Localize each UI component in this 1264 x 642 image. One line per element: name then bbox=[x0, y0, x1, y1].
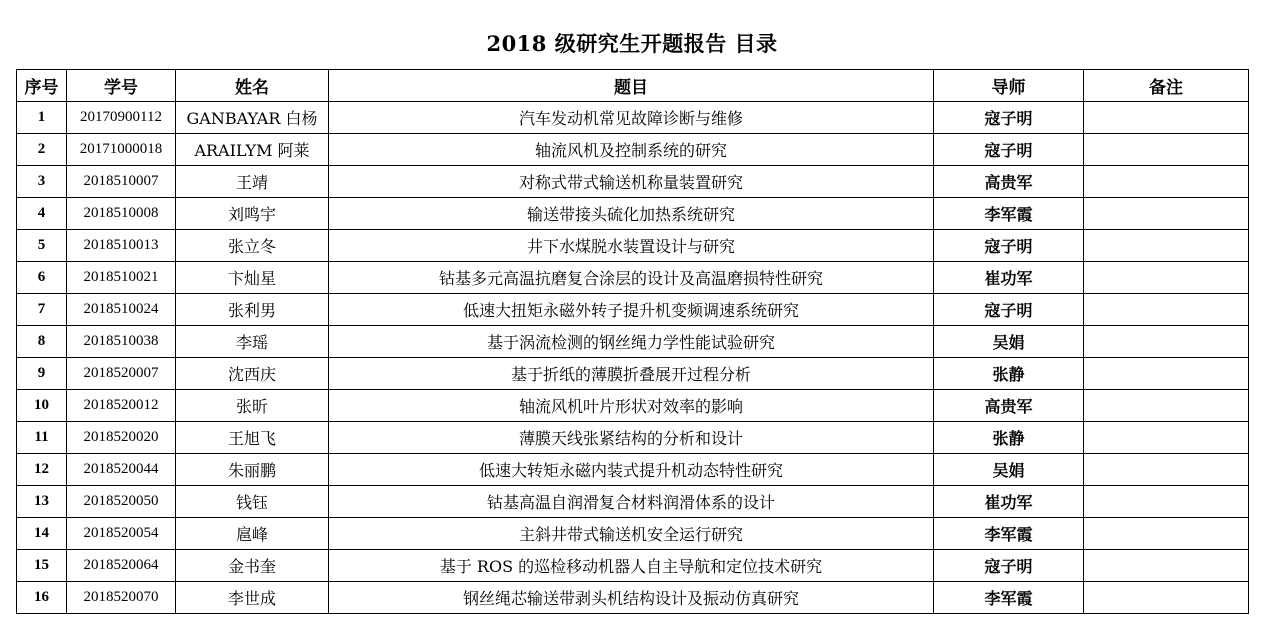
row-name: 王旭飞 bbox=[176, 422, 329, 454]
row-name: 李瑶 bbox=[176, 326, 329, 358]
row-topic: 基于涡流检测的钢丝绳力学性能试验研究 bbox=[329, 326, 934, 358]
table-row bbox=[17, 198, 1249, 230]
row-topic: 钢丝绳芯输送带剥头机结构设计及振动仿真研究 bbox=[329, 582, 934, 614]
row-topic: 基于 ROS 的巡检移动机器人自主导航和定位技术研究 bbox=[329, 550, 934, 582]
table-body bbox=[17, 102, 1249, 614]
table-row bbox=[17, 550, 1249, 582]
table-row bbox=[17, 134, 1249, 166]
row-remarks bbox=[1084, 454, 1249, 486]
row-student-id: 2018510021 bbox=[67, 262, 176, 294]
table-row bbox=[17, 390, 1249, 422]
table-row bbox=[17, 358, 1249, 390]
row-advisor: 李军霞 bbox=[934, 518, 1084, 550]
row-advisor: 张静 bbox=[934, 358, 1084, 390]
row-remarks bbox=[1084, 230, 1249, 262]
row-advisor: 高贵军 bbox=[934, 166, 1084, 198]
row-student-id: 2018520007 bbox=[67, 358, 176, 390]
row-no: 1 bbox=[17, 102, 67, 134]
table-row bbox=[17, 102, 1249, 134]
row-student-id: 2018510024 bbox=[67, 294, 176, 326]
row-remarks bbox=[1084, 550, 1249, 582]
row-no: 7 bbox=[17, 294, 67, 326]
row-name: 朱丽鹏 bbox=[176, 454, 329, 486]
row-advisor: 高贵军 bbox=[934, 390, 1084, 422]
row-name: 卞灿星 bbox=[176, 262, 329, 294]
table-row bbox=[17, 166, 1249, 198]
row-remarks bbox=[1084, 134, 1249, 166]
row-topic: 钴基多元高温抗磨复合涂层的设计及高温磨损特性研究 bbox=[329, 262, 934, 294]
row-no: 16 bbox=[17, 582, 67, 614]
row-no: 13 bbox=[17, 486, 67, 518]
row-no: 6 bbox=[17, 262, 67, 294]
row-name: 沈西庆 bbox=[176, 358, 329, 390]
document-title: 2018 级研究生开题报告 目录 bbox=[486, 31, 778, 56]
header-row bbox=[17, 70, 1249, 102]
row-no: 9 bbox=[17, 358, 67, 390]
row-topic: 井下水煤脱水装置设计与研究 bbox=[329, 230, 934, 262]
row-remarks bbox=[1084, 326, 1249, 358]
row-name: 张立冬 bbox=[176, 230, 329, 262]
row-name: GANBAYAR 白杨 bbox=[176, 102, 329, 134]
table-row bbox=[17, 454, 1249, 486]
row-student-id: 2018520064 bbox=[67, 550, 176, 582]
row-student-id: 2018520044 bbox=[67, 454, 176, 486]
row-student-id: 2018510013 bbox=[67, 230, 176, 262]
row-topic: 轴流风机及控制系统的研究 bbox=[329, 134, 934, 166]
table-row bbox=[17, 422, 1249, 454]
row-topic: 低速大扭矩永磁外转子提升机变频调速系统研究 bbox=[329, 294, 934, 326]
row-no: 15 bbox=[17, 550, 67, 582]
header-remarks: 备注 bbox=[1084, 70, 1249, 102]
row-remarks bbox=[1084, 422, 1249, 454]
row-advisor: 崔功军 bbox=[934, 262, 1084, 294]
row-name: 张昕 bbox=[176, 390, 329, 422]
table-row bbox=[17, 262, 1249, 294]
row-remarks bbox=[1084, 294, 1249, 326]
row-topic: 对称式带式输送机称量装置研究 bbox=[329, 166, 934, 198]
header-student-id: 学号 bbox=[67, 70, 176, 102]
row-advisor: 崔功军 bbox=[934, 486, 1084, 518]
row-student-id: 2018520012 bbox=[67, 390, 176, 422]
row-advisor: 张静 bbox=[934, 422, 1084, 454]
row-name: ARAILYM 阿莱 bbox=[176, 134, 329, 166]
header-topic: 题目 bbox=[329, 70, 934, 102]
row-name: 钱钰 bbox=[176, 486, 329, 518]
row-student-id: 2018520054 bbox=[67, 518, 176, 550]
row-no: 14 bbox=[17, 518, 67, 550]
table-header bbox=[17, 70, 1249, 102]
table-row bbox=[17, 326, 1249, 358]
row-student-id: 2018520050 bbox=[67, 486, 176, 518]
catalog-table bbox=[16, 69, 1249, 614]
row-topic: 轴流风机叶片形状对效率的影响 bbox=[329, 390, 934, 422]
row-no: 10 bbox=[17, 390, 67, 422]
row-name: 李世成 bbox=[176, 582, 329, 614]
row-advisor: 李军霞 bbox=[934, 582, 1084, 614]
row-remarks bbox=[1084, 198, 1249, 230]
row-remarks bbox=[1084, 582, 1249, 614]
row-advisor: 寇子明 bbox=[934, 294, 1084, 326]
table-row bbox=[17, 486, 1249, 518]
row-topic: 钴基高温自润滑复合材料润滑体系的设计 bbox=[329, 486, 934, 518]
row-no: 3 bbox=[17, 166, 67, 198]
table-row bbox=[17, 582, 1249, 614]
header-advisor: 导师 bbox=[934, 70, 1084, 102]
row-student-id: 2018520070 bbox=[67, 582, 176, 614]
row-no: 2 bbox=[17, 134, 67, 166]
row-student-id: 2018510008 bbox=[67, 198, 176, 230]
row-remarks bbox=[1084, 518, 1249, 550]
header-no: 序号 bbox=[17, 70, 67, 102]
row-advisor: 寇子明 bbox=[934, 230, 1084, 262]
row-remarks bbox=[1084, 262, 1249, 294]
row-remarks bbox=[1084, 102, 1249, 134]
row-advisor: 寇子明 bbox=[934, 134, 1084, 166]
table-row bbox=[17, 230, 1249, 262]
row-topic: 汽车发动机常见故障诊断与维修 bbox=[329, 102, 934, 134]
row-name: 扈峰 bbox=[176, 518, 329, 550]
row-name: 金书奎 bbox=[176, 550, 329, 582]
row-topic: 薄膜天线张紧结构的分析和设计 bbox=[329, 422, 934, 454]
row-student-id: 20171000018 bbox=[67, 134, 176, 166]
table-row bbox=[17, 294, 1249, 326]
row-student-id: 2018510038 bbox=[67, 326, 176, 358]
row-advisor: 李军霞 bbox=[934, 198, 1084, 230]
row-no: 11 bbox=[17, 422, 67, 454]
row-name: 刘鸣宇 bbox=[176, 198, 329, 230]
row-topic: 低速大转矩永磁内装式提升机动态特性研究 bbox=[329, 454, 934, 486]
table-row bbox=[17, 518, 1249, 550]
row-student-id: 20170900112 bbox=[67, 102, 176, 134]
row-name: 张利男 bbox=[176, 294, 329, 326]
row-remarks bbox=[1084, 486, 1249, 518]
row-advisor: 吴娟 bbox=[934, 326, 1084, 358]
row-student-id: 2018510007 bbox=[67, 166, 176, 198]
row-advisor: 寇子明 bbox=[934, 550, 1084, 582]
row-advisor: 吴娟 bbox=[934, 454, 1084, 486]
header-name: 姓名 bbox=[176, 70, 329, 102]
row-remarks bbox=[1084, 390, 1249, 422]
row-remarks bbox=[1084, 358, 1249, 390]
row-name: 王靖 bbox=[176, 166, 329, 198]
row-no: 8 bbox=[17, 326, 67, 358]
row-student-id: 2018520020 bbox=[67, 422, 176, 454]
row-advisor: 寇子明 bbox=[934, 102, 1084, 134]
row-no: 12 bbox=[17, 454, 67, 486]
row-remarks bbox=[1084, 166, 1249, 198]
row-no: 4 bbox=[17, 198, 67, 230]
row-topic: 输送带接头硫化加热系统研究 bbox=[329, 198, 934, 230]
row-topic: 基于折纸的薄膜折叠展开过程分析 bbox=[329, 358, 934, 390]
row-no: 5 bbox=[17, 230, 67, 262]
row-topic: 主斜井带式输送机安全运行研究 bbox=[329, 518, 934, 550]
